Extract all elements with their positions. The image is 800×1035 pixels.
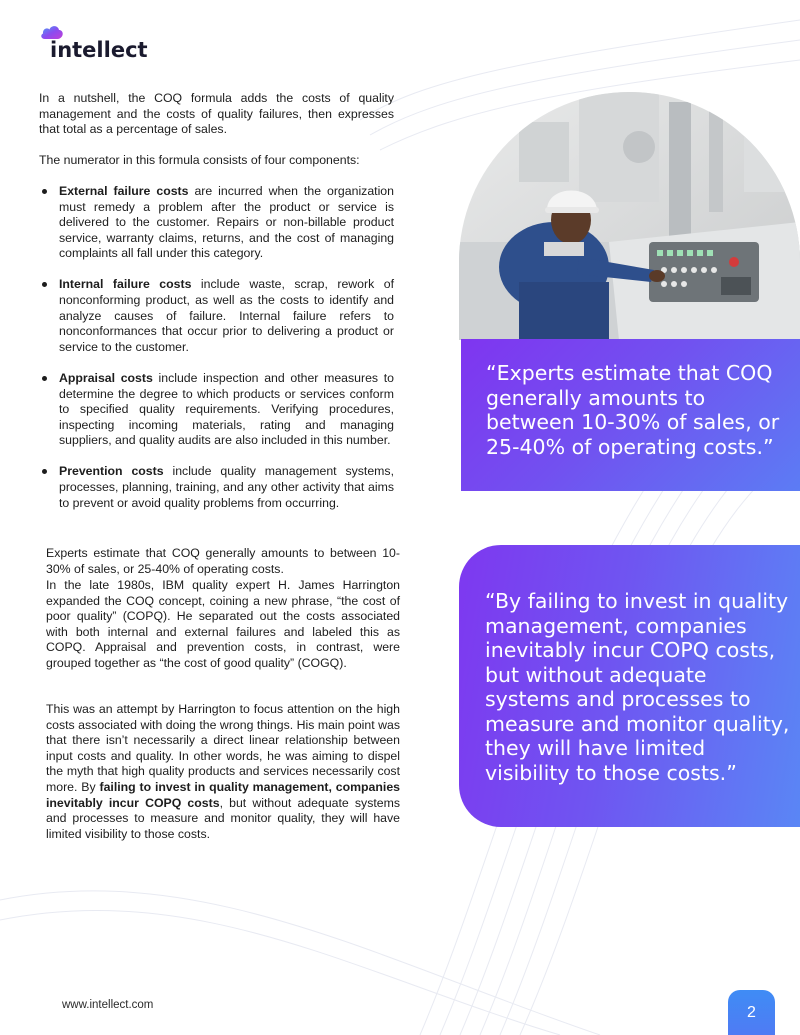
list-item — [39, 371, 394, 449]
bullet-text: include waste, scrap, rework of nonconforming product, as well as the costs to identify and analyze causes of failure. Internal failure refers to nonconformances that occur prior to delivering a product or service to the customer. — [59, 277, 394, 354]
bullet-text: are incurred when the organization must remedy a problem after the product or service is delivered to the customer. Repairs or non-billable product service, warranty claims, returns, and the cost of managing complaints all fall under this category. — [59, 184, 394, 261]
footer-website-link[interactable]: www.intellect.com — [62, 999, 154, 1011]
list-item — [39, 277, 394, 355]
brand-logo[interactable] — [40, 24, 160, 64]
factory-worker-photo — [459, 92, 800, 340]
attempt-text-start: This was an attempt by Harrington to focus attention on the high costs associated with doing the wrong things. His main point was that there isn’t necessarily a direct linear relationship between input costs and quality. In other words, he was aiming to dispel the myth that high quality products and services necessarily cost more. By — [46, 702, 400, 794]
bullet-icon — [42, 376, 47, 381]
list-item — [39, 464, 394, 511]
pull-quote-copq — [459, 545, 800, 827]
attempt-text-bold: failing to invest in quality management, companies inevitably incur COPQ costs — [46, 779, 400, 810]
pull-quote-text: “Experts estimate that COQ generally amounts to between 10-30% of sales, or 25-40% of operating costs.” — [486, 361, 780, 459]
attempt-paragraph — [46, 702, 400, 842]
pull-quote-coq-estimate — [461, 339, 800, 491]
intro-paragraph: In a nutshell, the COQ formula adds the costs of quality management and the costs of quality failures, then expresses that total as a percentage of sales. — [39, 91, 394, 137]
brand-name: intellect — [50, 38, 148, 62]
cost-components-list — [39, 184, 394, 527]
bullet-term: Appraisal costs — [59, 370, 153, 385]
harrington-paragraph: In the late 1980s, IBM quality expert H. James Harrington expanded the COQ concept, coining a new phrase, “the cost of poor quality” (COPQ). He separated out the costs associated with both internal and external failures and labeled this as COPQ. Appraisal and prevention costs, in contrast, were grouped together as “the cost of good quality” (COGQ). — [46, 578, 400, 670]
bullet-term: External failure costs — [59, 184, 189, 198]
pull-quote-text: “By failing to invest in quality management, companies inevitably incur COPQ costs, but without adequate systems and processes to measure and monitor quality, they will have limited visibility to those costs.” — [485, 589, 790, 785]
page-number-badge: 2 — [728, 990, 775, 1035]
bullet-term: Internal failure costs — [59, 277, 192, 292]
bullet-text: include quality management systems, processes, planning, training, and any other activity that aims to prevent or avoid quality problems from occurring. — [59, 464, 394, 510]
bullet-icon — [42, 282, 47, 287]
list-item — [39, 184, 394, 262]
bullet-term: Prevention costs — [59, 464, 164, 479]
numerator-paragraph: The numerator in this formula consists of four components: — [39, 153, 360, 167]
bullet-icon — [42, 189, 47, 194]
bullet-icon — [42, 469, 47, 474]
bullet-text: include inspection and other measures to determine the degree to which products or services conform to specified quality requirements. Verifying procedures, inspecting incoming materials, rating and managing suppliers, and quality audits are also included in this number. — [59, 370, 394, 448]
attempt-text-end: , but without adequate systems and processes to measure and monitor quality, they will have limited visibility to those costs. — [46, 795, 400, 841]
estimate-paragraph: Experts estimate that COQ generally amounts to between 10-30% of sales, or 25-40% of operating costs. — [46, 546, 400, 576]
